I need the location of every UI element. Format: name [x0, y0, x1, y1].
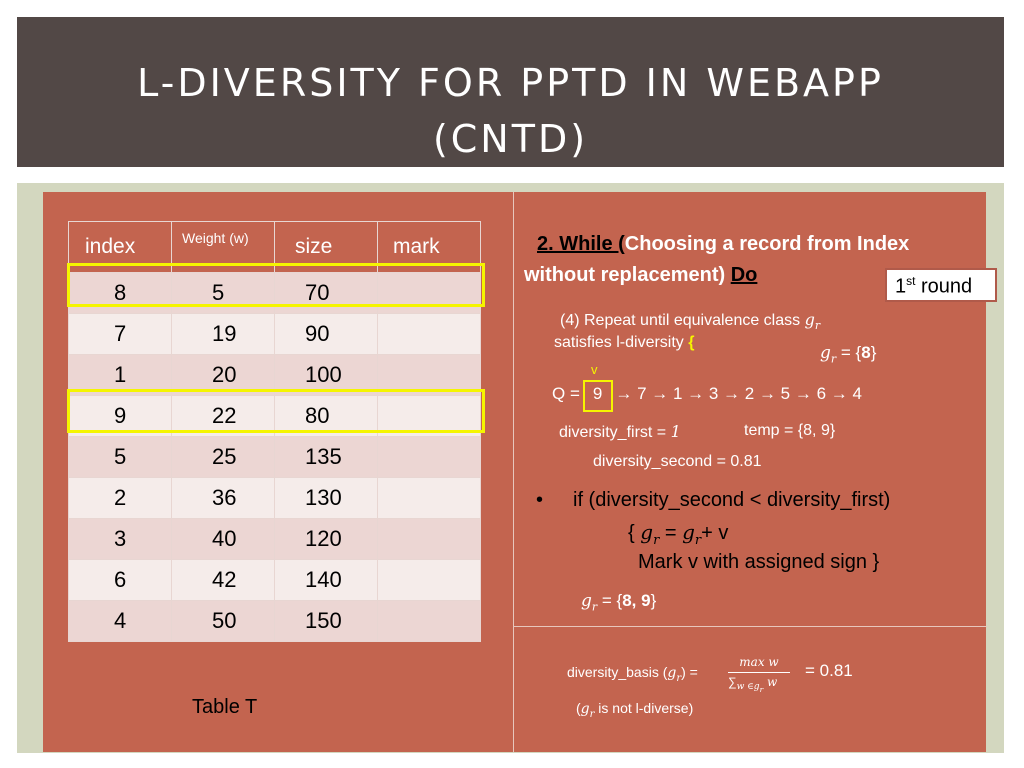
cell-index: 6 [69, 560, 172, 601]
cell-weight: 42 [172, 560, 275, 601]
cell-size: 135 [275, 437, 378, 478]
bullet: • [536, 489, 544, 511]
cell-index: 5 [69, 437, 172, 478]
table-caption: Table T [192, 696, 258, 718]
cell-index: 2 [69, 478, 172, 519]
cell-weight: 20 [172, 355, 275, 396]
while-line-1: 2. While (Choosing a record from Index [537, 233, 910, 255]
diversity-second: diversity_second = 0.81 [593, 453, 762, 470]
table-row [69, 601, 481, 642]
cell-weight: 22 [172, 396, 275, 437]
cell-mark [378, 519, 481, 560]
not-diverse-note: ($g_r$ is not l-diverse) [576, 700, 694, 720]
cell-mark [378, 560, 481, 601]
highlight-row-8 [67, 263, 485, 307]
right-panel-divider [513, 626, 987, 627]
cell-index: 8 [69, 273, 172, 314]
cell-index: 3 [69, 519, 172, 560]
repeat-line-1: (4) Repeat until equivalence class $g_r$ [560, 310, 821, 333]
assign-line: { $g_r = g_r+ v$ [628, 520, 729, 548]
title-line-1: L-DIVERSITY FOR PPTD IN WEBAPP [137, 61, 884, 105]
cell-index: 7 [69, 314, 172, 355]
cell-size: 150 [275, 601, 378, 642]
cell-size: 90 [275, 314, 378, 355]
diversity-basis-value: = 0.81 [805, 661, 853, 680]
cell-mark [378, 601, 481, 642]
cell-mark [378, 478, 481, 519]
round-label: 1st round [885, 268, 997, 302]
table-row [69, 519, 481, 560]
if-condition: if (diversity_second < diversity_first) [573, 489, 891, 511]
cell-weight: 50 [172, 601, 275, 642]
cell-weight: 40 [172, 519, 275, 560]
header-size: size [275, 222, 378, 273]
cell-weight: 19 [172, 314, 275, 355]
gr-set-initial: $g_r = \{8\}$ [820, 343, 877, 366]
fraction-bar [728, 672, 790, 673]
v-label: v [591, 362, 598, 377]
fraction-denominator: $\sum_{w \in g_r}$ w [728, 675, 778, 695]
table-row [69, 560, 481, 601]
table-row [69, 314, 481, 355]
slide-title [17, 55, 1004, 167]
cell-size: 70 [275, 273, 378, 314]
mark-line: Mark v with assigned sign } [638, 551, 880, 573]
fraction-numerator: max w [739, 655, 779, 669]
cell-size: 140 [275, 560, 378, 601]
diversity-first: diversity_first = 1 [559, 422, 681, 441]
cell-mark [378, 314, 481, 355]
cell-weight: 25 [172, 437, 275, 478]
queue-line: Q = 9 → 7 → 1 → 3 → 2 → 5 → 6 → 4 [552, 384, 862, 403]
repeat-line-2: satisfies l-diversity { [554, 334, 695, 351]
temp-set: temp = {8, 9} [744, 422, 836, 439]
gr-set-result: $g_r = \{8$, 9} [581, 591, 657, 614]
cell-size: 120 [275, 519, 378, 560]
header-weight: Weight (w) [172, 222, 275, 273]
table-row [69, 478, 481, 519]
cell-size: 100 [275, 355, 378, 396]
cell-weight: 36 [172, 478, 275, 519]
diversity-basis-label: diversity_basis $(g_r)$ = [567, 664, 698, 684]
cell-index: 4 [69, 601, 172, 642]
title-line-2: (CNTD) [432, 117, 589, 161]
table-row [69, 437, 481, 478]
title-bar [17, 17, 1004, 167]
header-index: index [69, 222, 172, 273]
cell-size: 80 [275, 396, 378, 437]
while-line-2: without replacement) Do [524, 264, 758, 286]
header-mark: mark [378, 222, 481, 273]
cell-size: 130 [275, 478, 378, 519]
highlight-row-9 [67, 389, 485, 433]
cell-index: 1 [69, 355, 172, 396]
cell-mark [378, 437, 481, 478]
cell-weight: 5 [172, 273, 275, 314]
cell-index: 9 [69, 396, 172, 437]
